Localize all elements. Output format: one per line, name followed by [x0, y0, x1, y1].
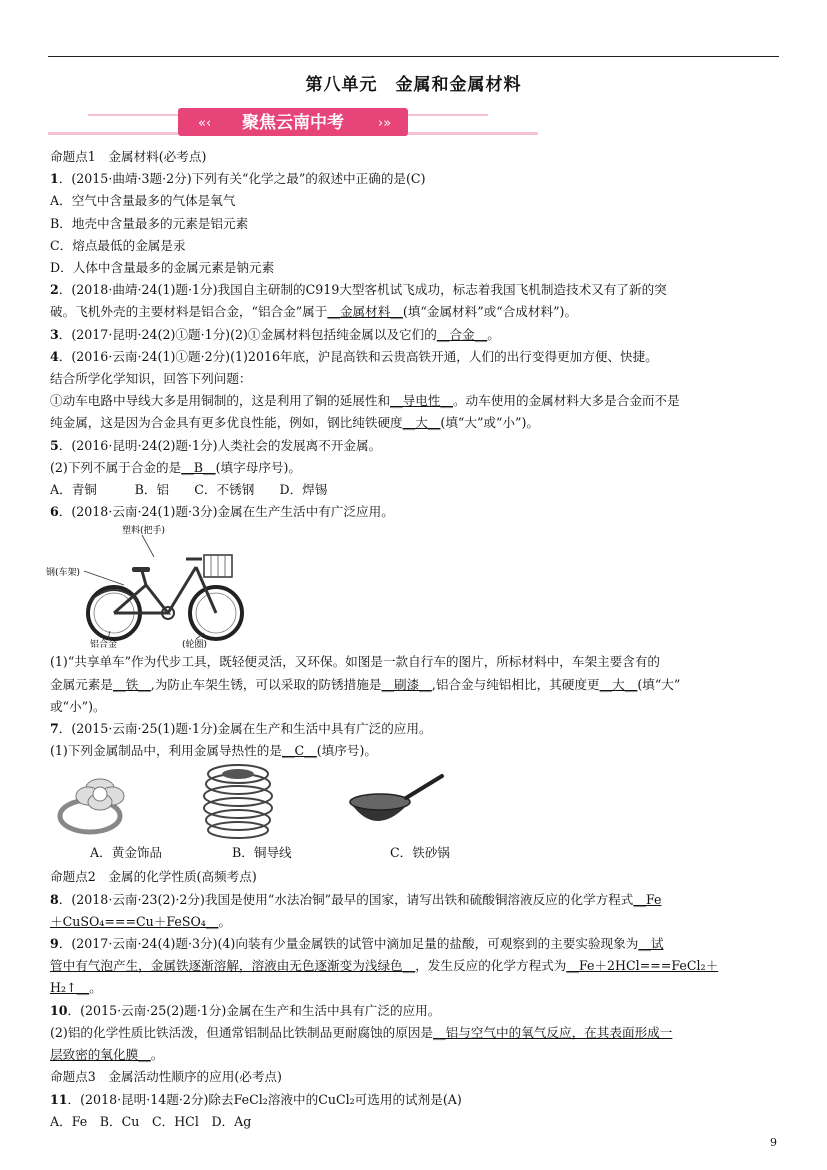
- label-aluminum-alloy: 铝合金: [90, 640, 118, 651]
- section-heading-2: 命题点2 金属的化学性质(高频考点): [50, 869, 257, 885]
- q10-line2: (2)铝的化学性质比铁活泼，但通常铝制品比铁制品更耐腐蚀的原因是__铝与空气中的氧气反应，在其表面形成一: [50, 1024, 673, 1040]
- q1-option-b: B．地壳中含量最多的元素是铝元素: [50, 215, 249, 231]
- q11-options: A．Fe B．Cu C．HCl D．Ag: [50, 1113, 252, 1129]
- q2-stem: 2．(2018·曲靖·24(1)题·1分)我国自主研制的C919大型客机试飞成功，标志着我国飞机制造技术又有了新的突: [50, 282, 667, 298]
- q7-caption-b: B．铜导线: [232, 845, 292, 861]
- iron-wok-icon: [346, 770, 446, 840]
- q1-option-d: D．人体中含量最多的金属元素是钠元素: [50, 260, 275, 276]
- q1-stem: 1．(2015·曲靖·3题·2分)下列有关“化学之最”的叙述中正确的是(C): [50, 171, 426, 187]
- q9-stem: 9．(2017·云南·24(4)题·3分)(4)向装有少量金属铁的试管中滴加足量的盐酸，可观察到的主要实验现象为__试: [50, 936, 664, 952]
- q7-caption-a: A．黄金饰品: [90, 845, 163, 861]
- q7-line2: (1)下列金属制品中，利用金属导热性的是__C__(填序号)。: [50, 743, 377, 759]
- q6-line3: 金属元素是__铁__,为防止车架生锈，可以采取的防锈措施是__刷漆__,铝合金与纯铝相比，其硬度更__大__(填“大”: [50, 676, 681, 692]
- q9-line3: H₂↑__。: [50, 980, 102, 996]
- q7-figures: [50, 766, 780, 866]
- q8-line2: ＋CuSO₄===Cu＋FeSO₄__。: [50, 913, 232, 929]
- copper-wire-icon: [198, 760, 278, 840]
- section-banner: [48, 108, 538, 138]
- svg-text:›»: ›»: [378, 116, 392, 131]
- page-number: 9: [770, 1136, 777, 1149]
- q4-line3: ①动车电路中导线大多是用铜制的，这是利用了铜的延展性和__导电性__。动车使用的金属材料大多是合金而不是: [50, 393, 680, 409]
- label-steel-frame: 钢(车架): [46, 568, 81, 579]
- section-heading-1: 命题点1 金属材料(必考点): [50, 149, 207, 164]
- q1-option-c: C．熔点最低的金属是汞: [50, 237, 186, 253]
- q8-stem: 8．(2018·云南·23(2)·2分)我国是使用“水法冶铜”最早的国家，请写出铁和硫酸铜溶液反应的化学方程式__Fe: [50, 891, 662, 907]
- q1-option-a: A．空气中含量最多的气体是氧气: [50, 193, 236, 209]
- q4-stem: 4．(2016·云南·24(1)①题·2分)(1)2016年底，沪昆高铁和云贵高铁开通，人们的出行变得更加方便、快捷。: [50, 348, 658, 364]
- q7-caption-c: C．铁砂锅: [390, 845, 451, 861]
- q5-line2: (2)下列不属于合金的是__B__(填字母序号)。: [50, 459, 302, 475]
- q9-line2: 管中有气泡产生，金属铁逐渐溶解，溶液由无色逐渐变为浅绿色__，发生反应的化学方程式为__Fe＋2HCl===FeCl₂＋: [50, 958, 719, 974]
- q6-line2: (1)“共享单车”作为代步工具，既轻便灵活，又环保。如图是一款自行车的图片，所标材料中，车架主要含有的: [50, 654, 661, 670]
- q3-stem: 3．(2017·昆明·24(2)①题·1分)(2)①金属材料包括纯金属以及它们的__合金__。: [50, 326, 500, 342]
- q4-line2: 结合所学化学知识，回答下列问题：: [50, 371, 252, 387]
- bicycle-figure: [46, 523, 780, 651]
- q10-stem: 10．(2015·云南·25(2)题·1分)金属在生产和生活中具有广泛的应用。: [50, 1002, 441, 1018]
- q2-line2: 破。飞机外壳的主要材料是铝合金，“铝合金”属于__金属材料__(填“金属材料”或“合成材料”)。: [50, 304, 578, 320]
- page-title: 第八单元 金属和金属材料: [305, 75, 522, 95]
- q5-options: A．青铜 B．铝 C．不锈钢 D．焊锡: [50, 482, 328, 498]
- q6-stem: 6．(2018·云南·24(1)题·3分)金属在生产生活中有广泛应用。: [50, 504, 394, 520]
- q7-stem: 7．(2015·云南·25(1)题·1分)金属在生产和生活中具有广泛的应用。: [50, 721, 432, 737]
- q11-stem: 11．(2018·昆明·14题·2分)除去FeCl₂溶液中的CuCl₂可选用的试剂是(A): [50, 1091, 462, 1107]
- question-content: [46, 146, 780, 1133]
- bicycle-icon: [46, 523, 286, 651]
- svg-text:«‹: «‹: [198, 116, 212, 131]
- q10-line3: 层致密的氧化膜__。: [50, 1047, 164, 1063]
- banner-text: 聚焦云南中考: [242, 113, 344, 133]
- q4-line4: 纯金属，这是因为合金具有更多优良性能，例如，钢比纯铁硬度__大__(填“大”或“小”)。: [50, 415, 539, 431]
- label-rim: (轮圈): [182, 640, 208, 651]
- gold-ring-icon: [50, 766, 140, 840]
- section-heading-3: 命题点3 金属活动性顺序的应用(必考点): [50, 1069, 282, 1085]
- q6-line4: 或“小”)。: [50, 698, 106, 714]
- q5-stem: 5．(2016·昆明·24(2)题·1分)人类社会的发展离不开金属。: [50, 437, 382, 453]
- label-plastic-handle: 塑料(把手): [122, 526, 166, 537]
- header-rule: [48, 56, 779, 57]
